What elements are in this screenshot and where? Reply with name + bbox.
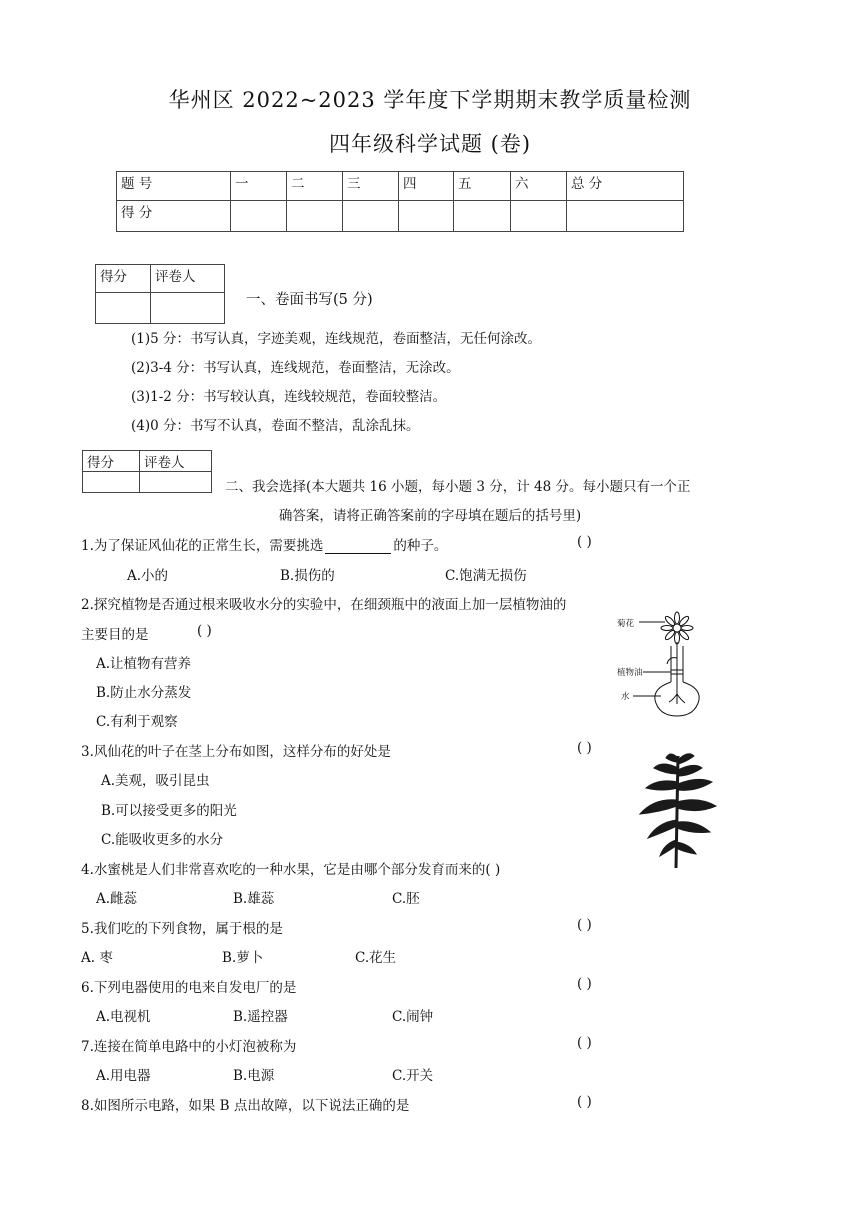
question-stem: 1.为了保证风仙花的正常生长，需要挑选 [81,538,324,554]
option-b[interactable]: B.可以接受更多的阳光 [101,803,237,819]
score-cell[interactable] [231,201,287,232]
section1-item: (4)0 分：书写不认真，卷面不整洁，乱涂乱抹。 [131,418,420,434]
option-b[interactable]: B.萝卜 [222,950,264,966]
section2-heading: 二、我会选择(本大题共 16 小题，每小题 3 分，计 48 分。每小题只有一个正 [225,479,691,495]
option-a[interactable]: A. 枣 [81,950,113,966]
score-table-row-label: 得 分 [117,201,231,232]
option-b[interactable]: B.遥控器 [233,1009,288,1025]
question-4: 4.水蜜桃是人们非常喜欢吃的一种水果，它是由哪个部分发育而来的( ) [81,862,501,878]
score-table-header-cell: 三 [343,172,399,201]
figure-label-flower: 菊花 [617,619,635,629]
score-cell[interactable] [511,201,567,232]
grader-box-score-label: 得分 [83,451,140,472]
grader-box-grader-cell[interactable] [151,293,225,324]
question-3: 3.风仙花的叶子在茎上分布如图，这样分布的好处是 [81,744,391,760]
option-b[interactable]: B.雄蕊 [233,891,275,907]
score-table-header-cell: 五 [454,172,511,201]
answer-paren[interactable]: ( ) [577,976,592,992]
answer-paren[interactable]: ( ) [577,740,592,756]
grader-box-section1 [95,264,225,324]
answer-paren[interactable]: ( ) [577,1094,592,1110]
score-table-header-cell: 六 [511,172,567,201]
score-table-header-cell: 一 [231,172,287,201]
option-a[interactable]: A.让植物有营养 [96,656,192,672]
grader-box-score-cell[interactable] [83,472,140,493]
score-table-header-cell: 题 号 [117,172,231,201]
flask-experiment-figure [615,608,715,720]
section1-heading: 一、卷面书写(5 分) [246,292,373,308]
score-table-header-cell: 四 [399,172,454,201]
option-b[interactable]: B.损伤的 [280,568,335,584]
score-cell[interactable] [454,201,511,232]
grader-box-section2 [82,450,212,493]
section1-item: (3)1-2 分：书写较认真，连线较规范，卷面较整洁。 [131,389,447,405]
score-table [116,171,684,232]
exam-title: 华州区 2022~2023 学年度下学期期末教学质量检测 [168,88,692,112]
option-c[interactable]: C.能吸收更多的水分 [101,832,224,848]
question-7: 7.连接在简单电路中的小灯泡被称为 [81,1039,297,1055]
grader-box-grader-label: 评卷人 [151,265,225,293]
exam-subtitle: 四年级科学试题 (卷) [328,132,532,156]
answer-paren[interactable]: ( ) [577,534,592,550]
question-2: 2.探究植物是否通过根来吸收水分的实验中，在细颈瓶中的液面上加一层植物油的 [81,597,567,613]
option-a[interactable]: A.小的 [127,568,169,584]
grader-box-grader-cell[interactable] [140,472,212,493]
option-c[interactable]: C.有利于观察 [96,714,178,730]
option-c[interactable]: C.花生 [355,950,397,966]
option-a[interactable]: A.雌蕊 [96,891,138,907]
option-b[interactable]: B.防止水分蒸发 [96,685,192,701]
question-5: 5.我们吃的下列食物，属于根的是 [81,921,283,937]
score-cell[interactable] [399,201,454,232]
option-a[interactable]: A.用电器 [96,1068,151,1084]
score-cell[interactable] [343,201,399,232]
question-6: 6.下列电器使用的电来自发电厂的是 [81,980,297,996]
section1-item: (2)3-4 分：书写认真，连线规范，卷面整洁，无涂改。 [131,360,460,376]
section2-heading-cont: 确答案，请将正确答案前的字母填在题后的括号里) [278,508,582,524]
option-b[interactable]: B.电源 [233,1068,275,1084]
grader-box-grader-label: 评卷人 [140,451,212,472]
answer-paren[interactable]: ( ) [197,623,212,639]
question-2-cont: 主要目的是 [81,627,149,643]
option-c[interactable]: C.饱满无损伤 [445,568,527,584]
score-table-header-cell: 二 [287,172,343,201]
score-cell[interactable] [567,201,684,232]
question-stem: 的种子。 [393,538,448,554]
option-c[interactable]: C.胚 [392,891,420,907]
grader-box-score-cell[interactable] [96,293,151,324]
option-c[interactable]: C.闹钟 [392,1009,434,1025]
option-a[interactable]: A.美观，吸引昆虫 [101,773,210,789]
answer-paren[interactable]: ( ) [577,917,592,933]
question-1 [81,534,447,554]
plant-leaves-figure [632,748,722,870]
option-c[interactable]: C.开关 [392,1068,434,1084]
grader-box-score-label: 得分 [96,265,151,293]
score-cell[interactable] [287,201,343,232]
answer-paren[interactable]: ( ) [577,1035,592,1051]
answer-blank[interactable] [325,539,391,554]
figure-label-oil: 植物油 [617,668,643,678]
option-a[interactable]: A.电视机 [96,1009,151,1025]
score-table-header-cell: 总 分 [567,172,684,201]
question-8: 8.如图所示电路，如果 B 点出故障，以下说法正确的是 [81,1098,410,1114]
section1-item: (1)5 分：书写认真，字迹美观，连线规范，卷面整洁，无任何涂改。 [131,331,542,347]
figure-label-water: 水 [621,692,630,702]
